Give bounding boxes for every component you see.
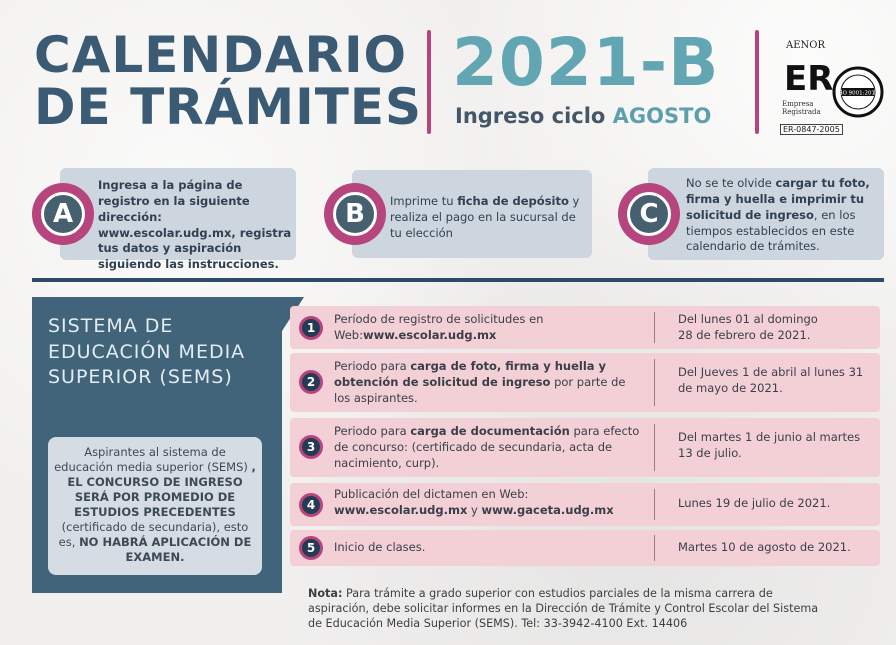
footnote-text: Para trámite a grado superior con estudios parciales de la misma carrera de aspiración, debe solicitar informes en la Dirección de Trámite y Control Escolar del Sistema de Educación Media Superior (SEMS). Tel: 33-3942-4100 Ext. 14406 (308, 587, 819, 631)
table-row (290, 483, 880, 526)
row-date: Del lunes 01 al domingo 28 de febrero de 2021. (678, 312, 818, 342)
row-date: Del martes 1 de junio al martes 13 de julio. (678, 430, 861, 460)
row-number-badge (299, 316, 323, 340)
row-separator (654, 535, 655, 561)
row-description (334, 424, 644, 472)
iso-seal-text: ISO 9001:2015 (837, 90, 879, 97)
row-separator (654, 359, 655, 406)
row-number: 1 (302, 319, 320, 337)
subtitle (455, 104, 711, 128)
row-number-badge (299, 536, 323, 560)
step-card-b (352, 170, 592, 258)
row-number: 4 (302, 496, 320, 514)
row-desc-segment: Periodo para (334, 359, 411, 373)
page-title-line2: DE TRÁMITES (34, 78, 423, 136)
header-divider-right (755, 30, 759, 134)
step-c-text (686, 176, 882, 255)
step-card-c (648, 168, 884, 260)
row-desc-segment: para efecto de concurso: (certificado de secundaria, acta de nacimiento, curp). (334, 424, 640, 470)
step-b-text (390, 194, 586, 242)
row-description (334, 540, 634, 556)
row-desc-segment: Período de registro de solicitudes en Web: (334, 312, 544, 342)
step-card-a (60, 168, 296, 272)
step-text-segment: y realiza el pago en la sucursal de tu elección (390, 194, 580, 240)
section-divider (32, 278, 884, 282)
table-row (290, 418, 880, 477)
row-separator (654, 489, 655, 520)
row-date: Martes 10 de agosto de 2021. (678, 540, 851, 554)
step-text-segment: , en los tiempos establecidos en este calendario de trámites. (686, 207, 856, 254)
row-date: Lunes 19 de julio de 2021. (678, 496, 831, 510)
sems-note-text (54, 445, 256, 564)
table-row (290, 353, 880, 412)
step-text-segment: No se te olvide (686, 176, 776, 190)
empresa-line2: Registrada (782, 108, 821, 117)
row-number-badge (299, 435, 323, 459)
step-a-badge (32, 183, 94, 245)
row-desc-segment: y (467, 502, 482, 517)
iso-seal-icon (832, 66, 884, 118)
row-desc-segment: www.gaceta.udg.mx (481, 502, 614, 517)
row-desc-segment: www.escolar.udg.mx (334, 502, 468, 517)
empresa-line1: Empresa (782, 100, 814, 108)
svg-text:ER: ER (784, 59, 834, 99)
row-description (334, 359, 644, 407)
step-text-segment: www.escolar.udg.mx (98, 225, 232, 240)
step-c-letter: C (627, 192, 671, 236)
sems-note (48, 437, 262, 575)
step-b-badge (324, 183, 386, 245)
row-desc-segment: Periodo para (334, 424, 411, 438)
er-code: ER-0847-2005 (780, 124, 843, 135)
row-number: 2 (302, 373, 320, 391)
subtitle-highlight: AGOSTO (612, 104, 712, 128)
step-text-segment: ficha de depósito (457, 194, 569, 208)
step-text-segment: cargar tu foto, firma y huella e imprimir tu solicitud de ingreso (686, 176, 870, 222)
sems-note-segment: Aspirantes al sistema de educación media superior (SEMS) (54, 445, 252, 474)
footnote (308, 586, 828, 632)
step-a-text (98, 178, 292, 273)
step-text-segment: , registra tus datos y aspiración siguiendo las instrucciones. (98, 225, 292, 272)
footnote-label: Nota: (308, 587, 343, 600)
er-certification-logo (782, 54, 834, 99)
step-b-letter: B (333, 192, 377, 236)
row-desc-segment: www.escolar.udg.mx (362, 327, 497, 342)
row-number: 5 (302, 539, 320, 557)
row-number: 3 (302, 438, 320, 456)
row-desc-segment: carga de foto, firma y huella y obtención de solicitud de ingreso (334, 359, 607, 389)
row-description (334, 487, 644, 519)
row-desc-segment: por parte de los aspirantes. (334, 374, 626, 405)
sems-note-segment: NO HABRÁ APLICACIÓN DE EXAMEN. (79, 534, 252, 564)
sems-note-segment: , EL CONCURSO DE INGRESO SERÁ POR PROMEDIO DE ESTUDIOS PRECEDENTES (67, 459, 256, 519)
empresa-registrada (782, 100, 821, 117)
step-text-segment: Imprime tu (390, 194, 458, 208)
aenor-label: AENOR (786, 40, 825, 51)
step-a-letter: A (41, 192, 85, 236)
row-desc-segment: Inicio de clases. (334, 540, 426, 554)
row-desc-segment: Publicación del dictamen en Web: (334, 487, 529, 501)
sems-title: SISTEMA DE EDUCACIÓN MEDIA SUPERIOR (SEMS) (48, 315, 246, 389)
row-description (334, 312, 634, 344)
row-number-badge (299, 493, 323, 517)
step-text-segment: Ingresa a la página de registro en la siguiente dirección: (98, 178, 250, 224)
year-title: 2021-B (452, 24, 720, 101)
row-number-badge (299, 370, 323, 394)
step-c-badge (618, 183, 680, 245)
row-separator (654, 312, 655, 343)
subtitle-prefix: Ingreso ciclo (455, 104, 613, 128)
row-date: Del Jueves 1 de abril al lunes 31 de mayo de 2021. (678, 365, 864, 395)
row-desc-segment: carga de documentación (410, 424, 570, 438)
table-row (290, 306, 880, 349)
table-row (290, 530, 880, 566)
page-title-line1: CALENDARIO (34, 26, 408, 84)
header-divider (427, 30, 431, 134)
sems-note-segment: (certificado de secundaria), esto es, (58, 519, 249, 549)
row-separator (654, 424, 655, 471)
